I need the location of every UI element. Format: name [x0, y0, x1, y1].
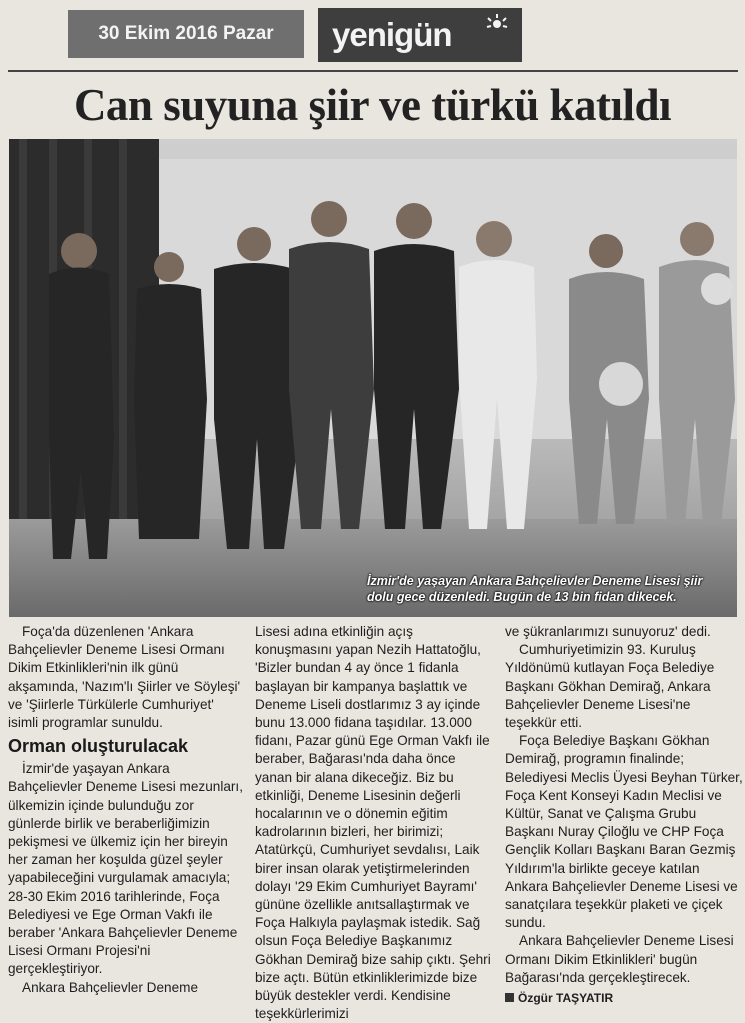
newspaper-logo: [318, 8, 522, 62]
article-headline: Can suyuna şiir ve türkü katıldı: [73, 80, 672, 130]
author-byline: [505, 989, 743, 1007]
paragraph: Foça Belediye Başkanı Gökhan Demirağ, programın finalinde; Belediyesi Meclis Üyesi Beyhan Türker, Foça Kent Konseyi Kadın Meclisi ve Kültür, Sanat ve Çalışma Grubu Başkanı Nuray Çiloğlu ve CHP Foça Gençlik Kolları Başkanı Baran Gezmiş Yıldırım'la birlikte geceye katılan Ankara Bahçelievler Deneme Lisesi ve sanatçılara teşekkür plaketi ve çiçek sundu.: [505, 733, 743, 931]
sun-logo-icon: [484, 14, 510, 54]
byline-square-icon: [505, 993, 514, 1002]
paragraph: İzmir'de yaşayan Ankara Bahçelievler Deneme Lisesi mezunları, ülkemizin içinde bulunduğu zor günlerde birlik ve beraberliğimizin pekişmesi ve ülkemiz için her bireyin her zaman her koşulda güzel şeyler yapabileceğini vurgulamak amacıyla; 28-30 Ekim 2016 tarihlerinde, Foça Belediyesi ve Ege Orman Vakfı ile beraber 'Ankara Bahçelievler Deneme Lisesi Ormanı Projesi'ni gerçekleştiriyor.: [8, 761, 243, 977]
article-column-2: [255, 623, 493, 1023]
masthead: [0, 0, 745, 70]
paragraph: Cumhuriyetimizin 93. Kuruluş Yıldönümü kutlayan Foça Belediye Başkanı Gökhan Demirağ, Ankara Bahçelievler Deneme Lisesi'ne teşekkür etti.: [505, 642, 715, 731]
paragraph: ve şükranlarımızı sunuyoruz' dedi.: [505, 624, 711, 639]
article-column-3: [505, 623, 743, 1007]
group-photo-image: [9, 139, 737, 617]
header-divider: [8, 70, 738, 72]
paragraph: Ankara Bahçelievler Deneme Lisesi Ormanı Dikim Etkinlikleri' bugün Bağarası'nda gerçekleştirecek.: [505, 933, 734, 985]
issue-date: 30 Ekim 2016 Pazar: [68, 10, 304, 58]
author-name: Özgür TAŞYATIR: [518, 991, 614, 1006]
paragraph: Foça'da düzenlenen 'Ankara Bahçelievler Deneme Lisesi Ormanı Dikim Etkinlikleri'nin ilk günü akşamında, 'Nazım'lı Şiirler ve Söyleşi' ve 'Şiirlerle Türkülerle Cumhuriyet' isimli programlar sunuldu.: [8, 624, 241, 731]
article-subheading: Orman oluşturulacak: [8, 736, 189, 757]
event-photo: [9, 139, 737, 617]
paragraph: Lisesi adına etkinliğin açış konuşmasını yapan Nezih Hattatoğlu, 'Bizler bundan 4 ay önce 1 fidanla başlayan bir kampanya başlattık ve Deneme Liseli dostlarımız 3 ay içinde bunu 13.000 fidana taşıdılar. 13.000 fidanı, Pazar günü Ege Orman Vakfı ile beraber, Bağarası'nda daha önce yanan bir alana dikeceğiz. Biz bu etkinliği, Deneme Lisesinin değerli hocalarının ve o dönemin eğitim kadrolarının bizleri, her birimizi; Atatürkçü, Cumhuriyet sevdalısı, Laik birer insan olarak yetiştirmelerinden dolayı '29 Ekim Cumhuriyet Bayramı' gününe özellikle anıtsallaştırmak ve Foça Halkıyla paylaşmak istedik. Sağ olsun Foça Belediye Başkanımız Gökhan Demirağ bize sahip çıktı. Şehri bize açtı. Bütün etkinliklerimizde bize büyük destekler verdi. Kendisine teşekkürlerimizi: [255, 624, 491, 1022]
newspaper-name: yenigün: [332, 16, 452, 53]
paragraph: Ankara Bahçelievler Deneme: [22, 979, 199, 995]
article-column-1: [8, 623, 246, 997]
photo-caption: İzmir'de yaşayan Ankara Bahçelievler Deneme Lisesi şiir dolu gece düzenledi. Bugün de 13 bin fidan dikecek.: [367, 574, 703, 604]
